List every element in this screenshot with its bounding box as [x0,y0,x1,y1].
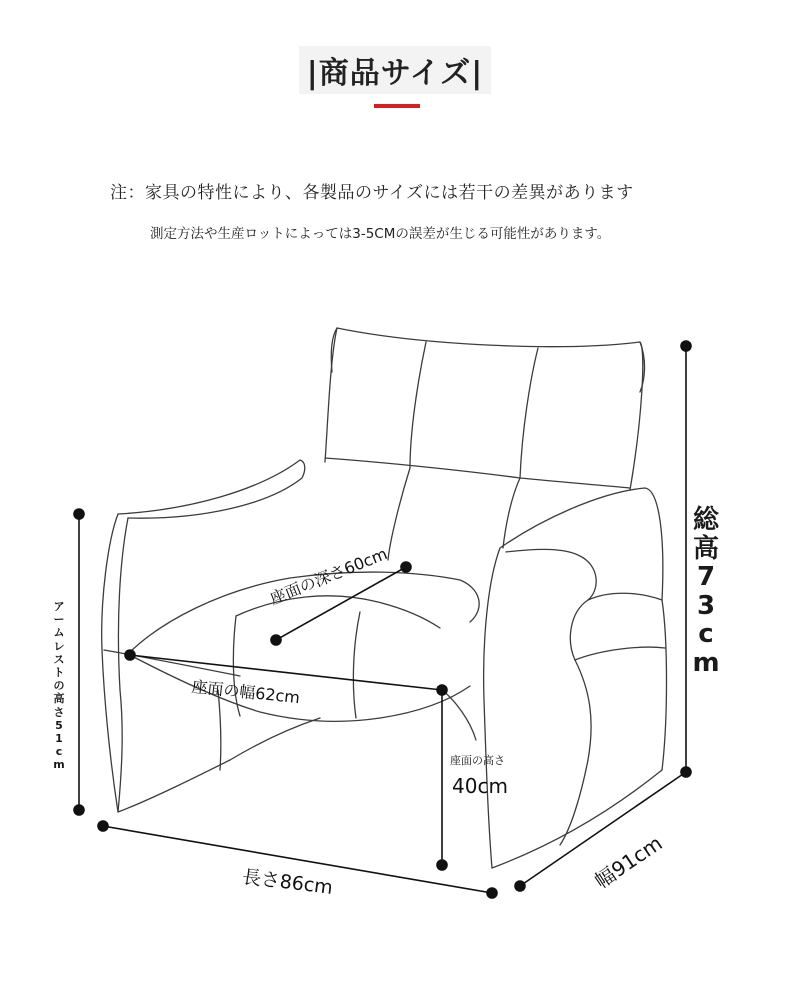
seat-depth-dot-back [401,562,411,572]
note-tolerance: 測定方法や生産ロットによっては3-5CMの誤差が生じる可能性があります。 [150,226,611,242]
length-label: 長さ86cm [240,865,334,899]
length-dot-left [98,821,108,831]
seat-height-dot-bottom [437,860,447,870]
armrest-dot-bottom [74,805,84,815]
total-height-dot-top [681,341,691,351]
dimension-lines [74,341,691,898]
armchair-icon [102,328,667,868]
width-label: 幅91cm [590,830,667,894]
seat-width-label: 座面の幅62cm [190,676,301,708]
total-height-label [690,506,722,677]
seat-height-value: 40cm [452,774,508,798]
armrest-height-label [50,600,68,772]
length-dot-right [487,888,497,898]
seat-depth-label: 座面の深さ60cm [267,544,390,609]
seat-height-title: 座面の高さ [450,754,505,767]
armrest-dot-top [74,509,84,519]
note-variance: 注：家具の特性により、各製品のサイズには若干の差異があります [110,183,634,203]
page-title: |商品サイズ| [299,46,492,94]
seat-width-dot-left [125,650,135,660]
total-height-text: 総高73cm [692,505,720,678]
armrest-height-text: アームレストの高さ51cm [53,600,65,772]
seat-depth-dot-front [271,635,281,645]
width-dot-left [515,881,525,891]
